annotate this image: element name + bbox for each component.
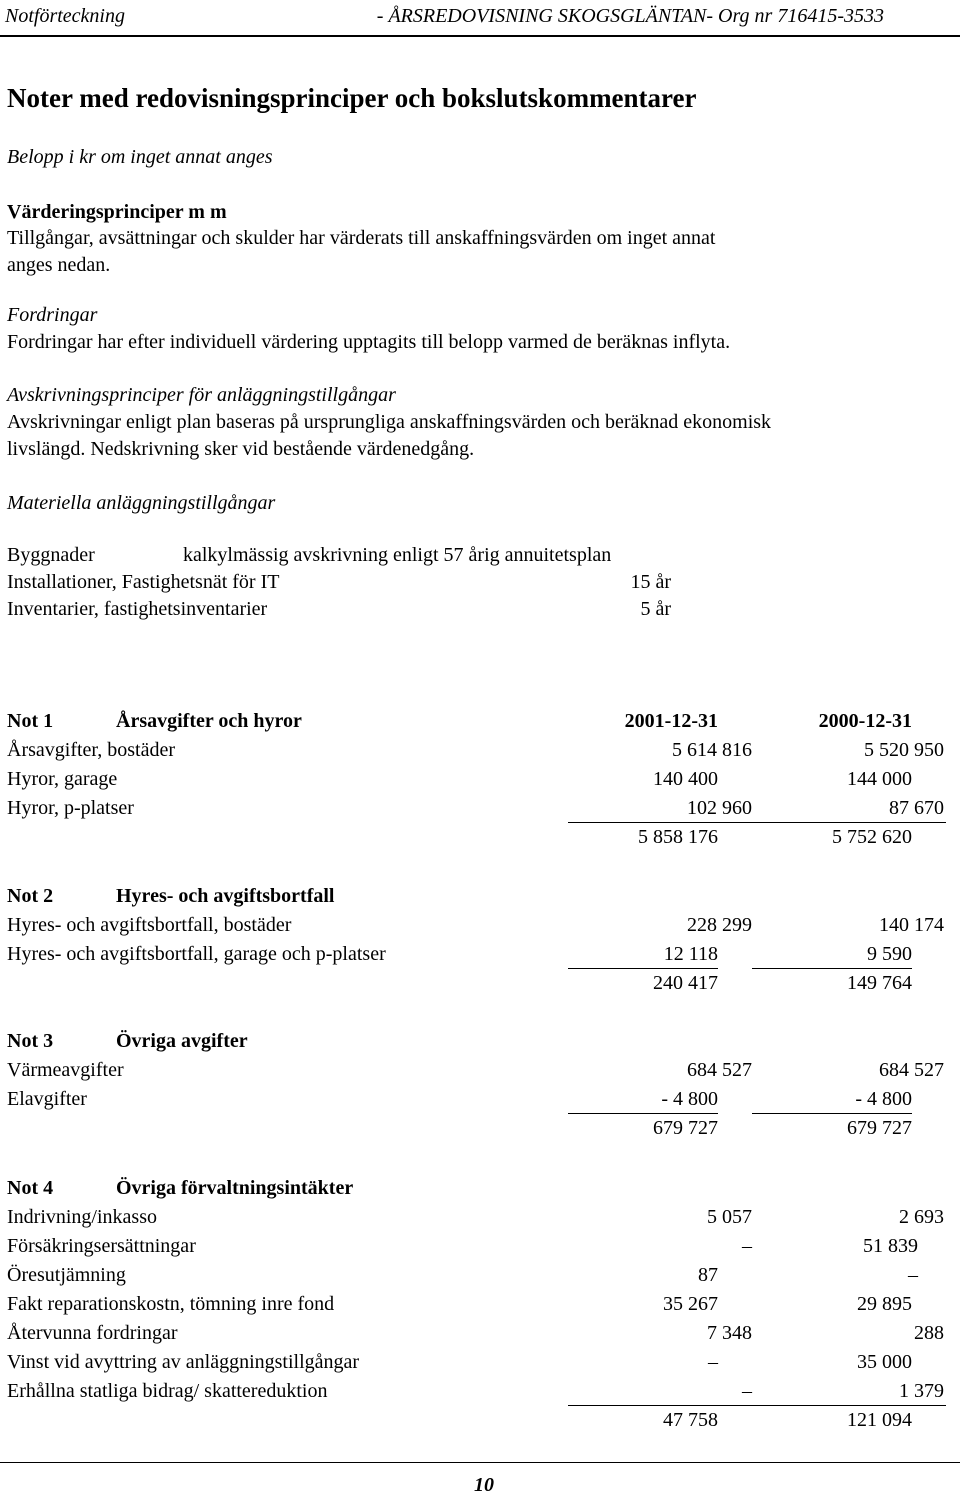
total-2001: 5 858 176 xyxy=(638,826,718,848)
table-row-value-2001: - 4 800 xyxy=(661,1088,718,1110)
table-row-value-2000: 684 527 xyxy=(879,1059,944,1081)
table-row-label: Fakt reparationskostn, tömning inre fond xyxy=(7,1293,335,1315)
note-number: Not 2 xyxy=(7,885,54,907)
table-row-value-2001: 35 267 xyxy=(663,1293,718,1315)
column-header-2000: 2000-12-31 xyxy=(818,710,912,732)
table-row-value-2000: - 4 800 xyxy=(855,1088,912,1110)
page-title: Noter med redovisningsprinciper och bokslutskommentarer xyxy=(7,83,697,113)
table-row-value-2001: – xyxy=(742,1235,752,1257)
table-row-value-2000: – xyxy=(908,1264,918,1286)
table-row-value-2000: 87 670 xyxy=(889,797,944,819)
tangible-row-value: 15 år xyxy=(630,571,671,593)
valuation-text-line2: anges nedan. xyxy=(7,254,111,276)
table-row-value-2001: 684 527 xyxy=(687,1059,752,1081)
note-title: Övriga avgifter xyxy=(116,1030,248,1052)
table-row-value-2001: 140 400 xyxy=(653,768,718,790)
table-row-label: Värmeavgifter xyxy=(7,1059,124,1081)
header-right: - ÅRSREDOVISNING SKOGSGLÄNTAN- Org nr 716415-3533 xyxy=(376,5,884,27)
total-2000: 5 752 620 xyxy=(832,826,912,848)
table-row-label: Vinst vid avyttring av anläggningstillgångar xyxy=(7,1351,360,1373)
table-row-value-2001: – xyxy=(742,1380,752,1402)
note-number: Not 4 xyxy=(7,1177,54,1199)
table-row-label: Elavgifter xyxy=(7,1088,87,1110)
tangible-row-label: Inventarier, fastighetsinventarier xyxy=(7,598,268,620)
tangible-row-value: kalkylmässig avskrivning enligt 57 årig annuitetsplan xyxy=(183,544,612,566)
header-divider xyxy=(0,35,960,37)
table-row-label: Öresutjämning xyxy=(7,1264,126,1286)
table-row-label: Hyror, p-platser xyxy=(7,797,134,819)
table-row-value-2000: 144 000 xyxy=(847,768,912,790)
sum-line xyxy=(568,822,946,823)
sum-line xyxy=(752,968,912,969)
footer-divider xyxy=(0,1462,960,1463)
table-row-value-2001: – xyxy=(708,1351,718,1373)
valuation-text-line1: Tillgångar, avsättningar och skulder har värderats till anskaffningsvärden om inget annat xyxy=(7,227,716,249)
total-2001: 47 758 xyxy=(663,1409,718,1431)
tangible-row-value: 5 år xyxy=(640,598,671,620)
depreciation-text-line1: Avskrivningar enligt plan baseras på ursprungliga anskaffningsvärden och beräknad ekonomisk xyxy=(7,411,772,433)
total-2000: 679 727 xyxy=(847,1117,912,1139)
table-row-value-2000: 2 693 xyxy=(899,1206,944,1228)
table-row-label: Hyres- och avgiftsbortfall, bostäder xyxy=(7,914,292,936)
table-row-value-2000: 288 xyxy=(914,1322,944,1344)
table-row-label: Hyres- och avgiftsbortfall, garage och p-platser xyxy=(7,943,386,965)
table-row-value-2000: 35 000 xyxy=(857,1351,912,1373)
total-2000: 121 094 xyxy=(847,1409,912,1431)
tangible-row-label: Byggnader xyxy=(7,544,95,566)
table-row-value-2000: 1 379 xyxy=(899,1380,944,1402)
total-2001: 240 417 xyxy=(653,972,718,994)
tangible-row-label: Installationer, Fastighetsnät för IT xyxy=(7,571,280,593)
total-2000: 149 764 xyxy=(847,972,912,994)
table-row-label: Årsavgifter, bostäder xyxy=(7,739,176,761)
table-row-label: Återvunna fordringar xyxy=(7,1322,178,1344)
sum-line xyxy=(568,1113,718,1114)
table-row-label: Försäkringsersättningar xyxy=(7,1235,196,1257)
note-title: Årsavgifter och hyror xyxy=(116,710,302,732)
header-left: Notförteckning xyxy=(5,5,125,27)
table-row-value-2001: 102 960 xyxy=(687,797,752,819)
table-row-value-2001: 87 xyxy=(698,1264,718,1286)
subtitle: Belopp i kr om inget annat anges xyxy=(7,146,273,168)
sum-line xyxy=(752,1113,912,1114)
receivables-text: Fordringar har efter individuell värdering upptagits till belopp varmed de beräknas inflyta. xyxy=(7,331,731,353)
receivables-heading: Fordringar xyxy=(7,304,98,326)
table-row-label: Erhållna statliga bidrag/ skattereduktion xyxy=(7,1380,328,1402)
table-row-value-2000: 51 839 xyxy=(863,1235,918,1257)
sum-line xyxy=(568,1405,946,1406)
table-row-value-2000: 5 520 950 xyxy=(864,739,944,761)
depreciation-heading: Avskrivningsprinciper för anläggningstillgångar xyxy=(7,384,396,406)
total-2001: 679 727 xyxy=(653,1117,718,1139)
table-row-value-2001: 7 348 xyxy=(707,1322,752,1344)
note-number: Not 1 xyxy=(7,710,54,732)
column-header-2001: 2001-12-31 xyxy=(624,710,718,732)
table-row-value-2001: 228 299 xyxy=(687,914,752,936)
note-title: Hyres- och avgiftsbortfall xyxy=(116,885,335,907)
table-row-value-2001: 5 057 xyxy=(707,1206,752,1228)
valuation-heading: Värderingsprinciper m m xyxy=(7,201,227,223)
table-row-value-2001: 12 118 xyxy=(663,943,718,965)
table-row-value-2000: 9 590 xyxy=(867,943,912,965)
depreciation-text-line2: livslängd. Nedskrivning sker vid bestående värdenedgång. xyxy=(7,438,475,460)
table-row-label: Indrivning/inkasso xyxy=(7,1206,157,1228)
table-row-value-2000: 140 174 xyxy=(879,914,944,936)
note-title: Övriga förvaltningsintäkter xyxy=(116,1177,354,1199)
page-number: 10 xyxy=(474,1474,494,1496)
sum-line xyxy=(568,968,718,969)
table-row-value-2000: 29 895 xyxy=(857,1293,912,1315)
tangible-heading: Materiella anläggningstillgångar xyxy=(7,492,276,514)
note-number: Not 3 xyxy=(7,1030,54,1052)
table-row-label: Hyror, garage xyxy=(7,768,118,790)
table-row-value-2001: 5 614 816 xyxy=(672,739,752,761)
